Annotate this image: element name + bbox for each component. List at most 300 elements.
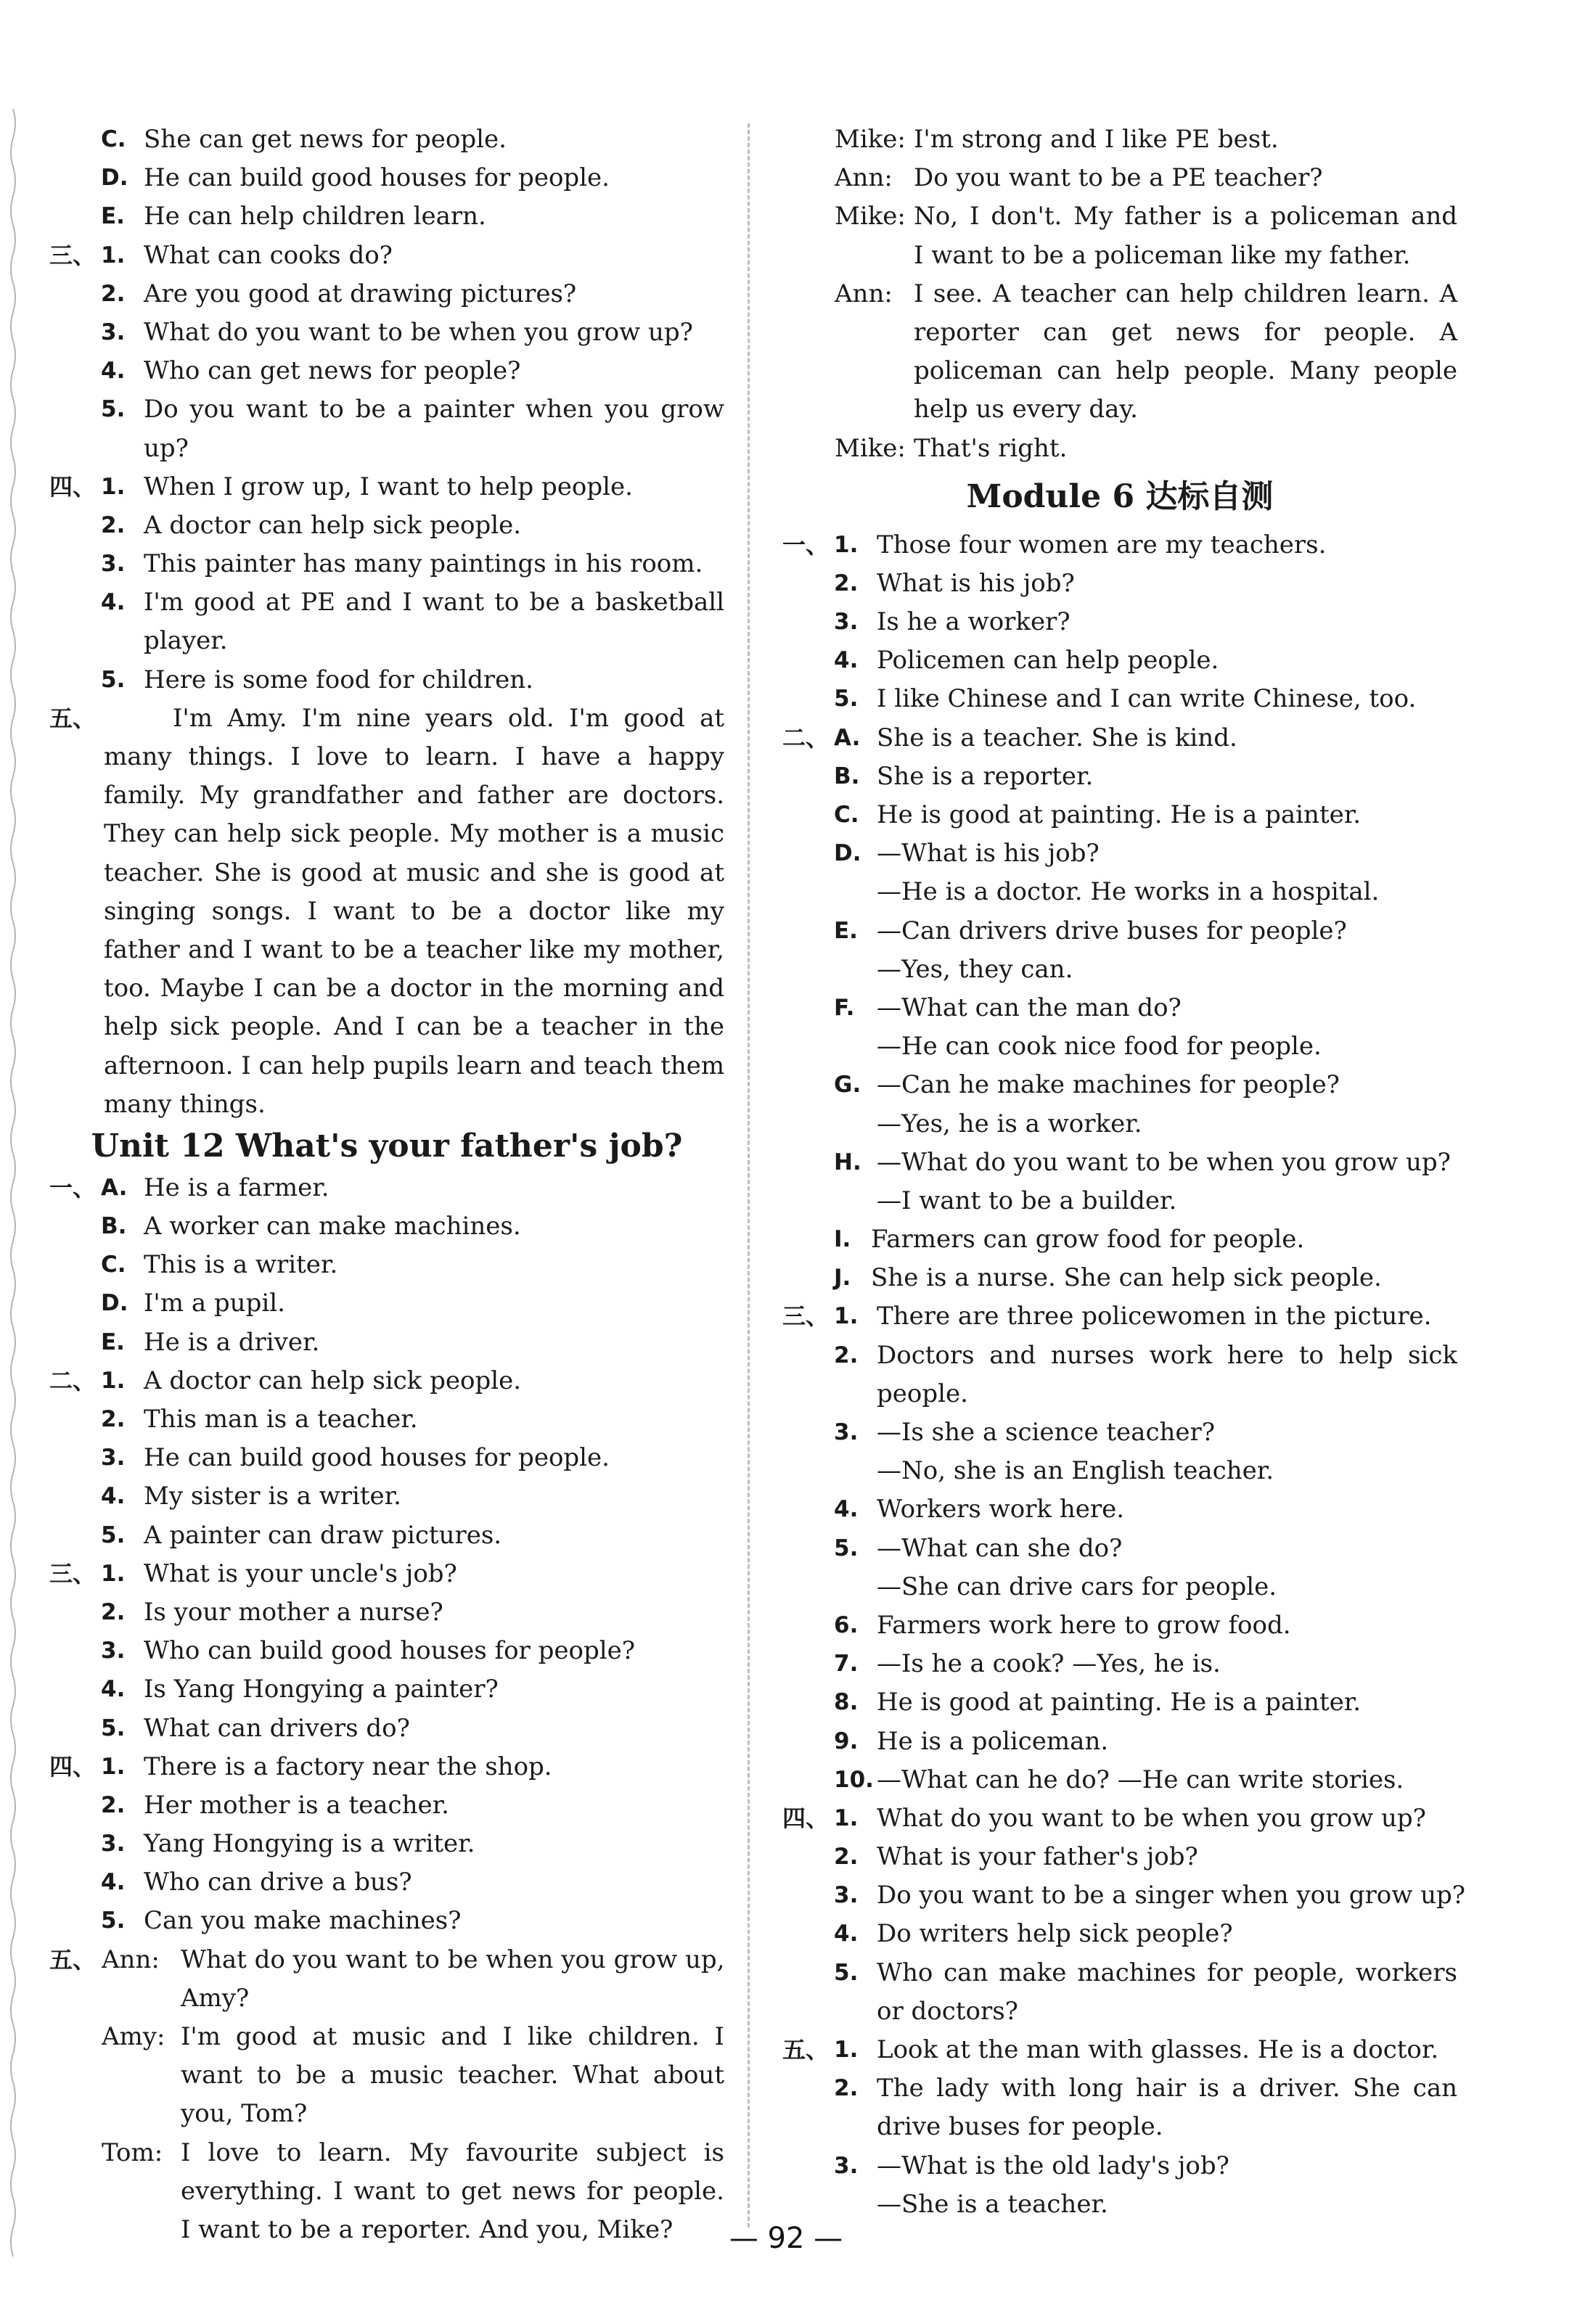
item-number: D.: [101, 165, 128, 192]
item-number: 1.: [101, 1367, 126, 1394]
dialog-line: [49, 2018, 724, 2056]
item-number: 2.: [101, 1791, 126, 1818]
item-number: 2.: [101, 1406, 126, 1432]
speaker-name: Amy:: [102, 2022, 165, 2051]
item-number: 1.: [834, 531, 859, 558]
item-number: 1.: [834, 1804, 859, 1831]
answer-line: [782, 950, 1457, 989]
answer-text: Who can drive a bus?: [144, 1868, 412, 1897]
item-number: 3.: [101, 1445, 126, 1471]
item-number: 7.: [834, 1651, 859, 1678]
item-number: 1.: [101, 473, 126, 500]
answer-text: Yang Hongying is a writer.: [144, 1829, 475, 1859]
item-number: 1.: [834, 1303, 859, 1330]
answer-text: When I grow up, I want to help people.: [144, 472, 633, 501]
answer-line: [49, 1085, 724, 1124]
answer-line: [782, 1838, 1457, 1876]
item-number: E.: [101, 1329, 125, 1355]
answer-text: He is a driver.: [144, 1327, 320, 1357]
answer-line: [782, 1530, 1457, 1568]
answer-text: —Yes, he is a worker.: [877, 1109, 1142, 1138]
page-footer: — 92 —: [729, 2222, 843, 2255]
answer-text: Who can make machines for people, workers: [877, 1958, 1457, 1987]
answer-line: [49, 583, 724, 622]
answer-text: or doctors?: [877, 1996, 1018, 2026]
answer-text: She is a teacher. She is kind.: [877, 723, 1237, 752]
item-number: 3.: [834, 1882, 859, 1909]
answer-line: [782, 564, 1457, 603]
answer-line: [782, 2185, 1457, 2224]
item-number: 3.: [834, 609, 859, 636]
answer-line: [49, 1786, 724, 1825]
answer-line: [782, 1105, 1457, 1143]
answer-text: I'm good at PE and I want to be a basketball: [144, 588, 724, 617]
answer-text: A doctor can help sick people.: [144, 1366, 522, 1395]
answer-line: [782, 1954, 1457, 1992]
answer-line: [782, 834, 1457, 873]
item-number: 1.: [101, 1560, 126, 1587]
answer-line: [782, 2108, 1457, 2146]
answer-line: [782, 526, 1457, 564]
dialog-text: reporter can get news for people. A: [914, 317, 1457, 347]
section-label: 三、: [49, 1559, 97, 1588]
answer-text: —Can drivers drive buses for people?: [877, 916, 1347, 945]
module-6-heading: Module 6 达标自测: [966, 477, 1274, 515]
answer-text: What can drivers do?: [144, 1713, 410, 1743]
item-number: 1.: [101, 1753, 126, 1780]
answer-line: [49, 1400, 724, 1439]
answer-text: She can get news for people.: [144, 125, 507, 154]
answer-text: Is your mother a nurse?: [144, 1597, 443, 1627]
item-number: 4.: [101, 1483, 126, 1510]
item-number: 2.: [101, 512, 126, 538]
answer-text: This man is a teacher.: [144, 1405, 418, 1434]
dialog-text: I want to be a policeman like my father.: [914, 240, 1411, 270]
item-number: J.: [834, 1265, 851, 1292]
item-number: 4.: [101, 358, 126, 385]
answer-text: He can build good houses for people.: [144, 163, 610, 193]
answer-text: Is Yang Hongying a painter?: [144, 1675, 499, 1704]
answer-line: [782, 2031, 1457, 2069]
answer-text: —What can she do?: [877, 1533, 1123, 1563]
answer-text: Her mother is a teacher.: [144, 1790, 449, 1820]
item-number: 5.: [834, 686, 859, 713]
item-number: 3.: [101, 551, 126, 578]
answer-line: [782, 1723, 1457, 1761]
item-number: 2.: [834, 1844, 859, 1871]
answer-text: What do you want to be when you grow up?: [144, 317, 693, 347]
item-number: 8.: [834, 1689, 859, 1716]
answer-line: [49, 699, 724, 738]
answer-line: [49, 815, 724, 853]
item-number: F.: [834, 994, 855, 1021]
answer-line: [782, 1220, 1457, 1259]
answer-line: [49, 622, 724, 660]
item-number: C.: [101, 1252, 126, 1278]
answer-line: [49, 661, 724, 699]
item-number: 3.: [834, 2152, 859, 2179]
item-number: 3.: [101, 1831, 126, 1857]
section-label: 五、: [49, 704, 97, 732]
item-number: 5.: [834, 1959, 859, 1986]
answer-line: [49, 1477, 724, 1516]
answer-text: —No, she is an English teacher.: [877, 1456, 1274, 1486]
dialog-text: No, I don't. My father is a policeman and: [914, 202, 1457, 231]
dialog-line: [49, 2134, 724, 2172]
answer-text: player.: [144, 626, 228, 656]
speaker-name: Mike:: [835, 125, 906, 154]
answer-text: —Is he a cook? —Yes, he is.: [877, 1649, 1221, 1679]
answer-text: Do you want to be a singer when you grow up?: [877, 1881, 1466, 1910]
item-number: 3.: [834, 1419, 859, 1445]
answer-text: What can cooks do?: [144, 240, 393, 270]
answer-line: [49, 854, 724, 892]
answer-line: [782, 989, 1457, 1027]
unit-12-heading: Unit 12 What's your father's job?: [91, 1127, 683, 1165]
dialog-text: want to be a music teacher. What about: [181, 2061, 724, 2090]
answer-text: —Can he make machines for people?: [877, 1070, 1340, 1100]
item-number: 4.: [834, 647, 859, 674]
dialog-text: Do you want to be a PE teacher?: [914, 163, 1323, 193]
answer-line: [782, 1915, 1457, 1953]
answer-line: [782, 1992, 1457, 2031]
answer-line: [782, 680, 1457, 718]
item-number: A.: [101, 1174, 128, 1201]
answer-text: —She can drive cars for people.: [877, 1572, 1277, 1601]
answer-text: —Is she a science teacher?: [877, 1418, 1215, 1447]
answer-text: She is a nurse. She can help sick people.: [871, 1263, 1382, 1293]
dialog-line: [49, 1941, 724, 1979]
passage-text: help sick people. And I can be a teacher in the: [104, 1012, 724, 1042]
answer-line: [49, 1362, 724, 1400]
answer-line: [782, 1259, 1457, 1297]
answer-text: Do you want to be a painter when you grow: [144, 395, 724, 424]
section-label: 二、: [782, 723, 830, 752]
dialog-text: I'm good at music and I like children. I: [181, 2022, 724, 2051]
item-number: 2.: [101, 280, 126, 307]
item-number: 9.: [834, 1728, 859, 1754]
answer-line: [49, 237, 724, 275]
answer-text: —What is the old lady's job?: [877, 2151, 1229, 2180]
answer-line: [49, 1555, 724, 1593]
answer-text: people.: [877, 1379, 968, 1408]
answer-line: [782, 1182, 1457, 1220]
answer-line: [49, 1902, 724, 1940]
dialog-line: [782, 390, 1457, 429]
answer-line: [49, 468, 724, 506]
section-label: 五、: [782, 2036, 830, 2064]
speaker-name: Mike:: [835, 202, 906, 231]
dialog-text: help us every day.: [914, 395, 1138, 424]
dialog-text: That's right.: [914, 433, 1068, 463]
dialog-line: [782, 430, 1457, 468]
item-number: G.: [834, 1072, 861, 1099]
answer-line: [49, 1632, 724, 1670]
item-number: 5.: [101, 396, 126, 423]
answer-line: [49, 1323, 724, 1362]
section-label: 三、: [782, 1302, 830, 1331]
dialog-line: [49, 2056, 724, 2095]
section-label: 三、: [49, 241, 97, 269]
answer-text: The lady with long hair is a driver. She can: [877, 2074, 1457, 2103]
answer-line: [782, 1297, 1457, 1336]
answer-line: [49, 313, 724, 352]
answer-text: Doctors and nurses work here to help sick: [877, 1340, 1457, 1370]
answer-text: —Yes, they can.: [877, 954, 1073, 984]
answer-line: [782, 2147, 1457, 2185]
answer-text: —What can the man do?: [877, 993, 1182, 1022]
answer-text: Is he a worker?: [877, 607, 1070, 637]
item-number: 4.: [101, 589, 126, 616]
section-label: 五、: [49, 1945, 97, 1974]
answer-line: [49, 1593, 724, 1632]
item-number: B.: [834, 763, 860, 789]
answer-line: [782, 1143, 1457, 1182]
answer-text: He can build good houses for people.: [144, 1443, 610, 1473]
answer-line: [782, 1799, 1457, 1838]
dialog-text: Amy?: [181, 1983, 250, 2013]
answer-line: [49, 197, 724, 236]
answer-line: [782, 1606, 1457, 1645]
answer-text: My sister is a writer.: [144, 1482, 401, 1511]
item-number: 1.: [834, 2037, 859, 2063]
answer-text: There are three policewomen in the picture.: [877, 1302, 1432, 1331]
answer-line: [782, 641, 1457, 680]
dialog-line: [782, 313, 1457, 352]
answer-text: —What is his job?: [877, 839, 1100, 869]
answer-text: Who can build good houses for people?: [144, 1636, 635, 1666]
answer-text: Who can get news for people?: [144, 356, 521, 386]
answer-line: [782, 1568, 1457, 1606]
item-number: C.: [834, 802, 859, 828]
answer-line: [49, 1516, 724, 1555]
answer-line: [782, 1336, 1457, 1375]
answer-line: [49, 1207, 724, 1246]
answer-line: [49, 1008, 724, 1046]
passage-text: afternoon. I can help pupils learn and teach them: [104, 1051, 725, 1080]
item-number: 1.: [101, 242, 126, 268]
answer-line: [49, 352, 724, 390]
item-number: D.: [834, 840, 861, 867]
item-number: 2.: [834, 2075, 859, 2102]
item-number: A.: [834, 724, 861, 751]
answer-text: A doctor can help sick people.: [144, 510, 522, 540]
answer-line: [782, 1645, 1457, 1683]
speaker-name: Ann:: [835, 279, 893, 308]
dialog-line: [782, 352, 1457, 390]
answer-text: A worker can make machines.: [144, 1212, 521, 1241]
answer-line: [49, 969, 724, 1008]
item-number: 2.: [834, 570, 859, 596]
answer-text: —What can he do? —He can write stories.: [877, 1765, 1404, 1794]
answer-text: Do writers help sick people?: [877, 1919, 1233, 1949]
answer-text: —I want to be a builder.: [877, 1186, 1177, 1215]
item-number: E.: [101, 203, 125, 230]
answer-text: Farmers can grow food for people.: [871, 1225, 1305, 1255]
dialog-line: [49, 2172, 724, 2211]
answer-text: I'm a pupil.: [144, 1289, 285, 1318]
item-number: 5.: [101, 1715, 126, 1741]
answer-text: I like Chinese and I can write Chinese, too.: [877, 684, 1417, 714]
section-label: 二、: [49, 1366, 97, 1395]
item-number: 2.: [101, 1598, 126, 1625]
section-label: 四、: [49, 1752, 97, 1781]
item-number: H.: [834, 1149, 861, 1175]
answer-line: [49, 545, 724, 583]
answer-line: [782, 2069, 1457, 2108]
passage-text: too. Maybe I can be a doctor in the morning and: [104, 974, 724, 1003]
speaker-name: Ann:: [835, 163, 893, 193]
column-divider: [748, 123, 750, 2227]
item-number: E.: [834, 917, 858, 944]
answer-text: Here is some food for children.: [144, 665, 533, 694]
dialog-text: policeman can help people. Many people: [914, 356, 1457, 386]
answer-line: [782, 796, 1457, 834]
answer-line: [782, 1452, 1457, 1490]
item-number: 5.: [101, 666, 126, 693]
speaker-name: Ann:: [102, 1945, 160, 1974]
answer-line: [782, 873, 1457, 911]
passage-text: father and I want to be a teacher like my mother,: [104, 935, 724, 964]
answer-text: Those four women are my teachers.: [877, 530, 1327, 559]
answer-line: [782, 912, 1457, 950]
answer-text: He is good at painting. He is a painter.: [877, 1688, 1362, 1717]
answer-text: up?: [144, 433, 189, 463]
dialog-text: I'm strong and I like PE best.: [914, 125, 1279, 154]
answer-text: Can you make machines?: [144, 1906, 462, 1936]
dialog-line: [782, 237, 1457, 275]
answer-text: Workers work here.: [877, 1495, 1125, 1524]
answer-line: [782, 1761, 1457, 1799]
dialog-text: everything. I want to get news for people.: [181, 2176, 724, 2206]
dialog-text: What do you want to be when you grow up,: [181, 1945, 725, 1974]
answer-line: [49, 931, 724, 969]
section-label: 四、: [782, 1804, 830, 1832]
page-number: 92: [767, 2222, 805, 2255]
dialog-line: [49, 2095, 724, 2133]
answer-text: This is a writer.: [144, 1250, 338, 1280]
answer-line: [49, 776, 724, 815]
answer-text: He is good at painting. He is a painter.: [877, 800, 1362, 829]
answer-line: [49, 1246, 724, 1284]
answer-line: [782, 1066, 1457, 1104]
answer-text: Are you good at drawing pictures?: [144, 279, 577, 308]
dialog-line: [782, 120, 1457, 159]
answer-text: —He is a doctor. He works in a hospital.: [877, 877, 1380, 907]
answer-line: [782, 1375, 1457, 1413]
answer-text: He is a farmer.: [144, 1173, 329, 1202]
passage-text: singing songs. I want to be a doctor like my: [104, 896, 724, 926]
answer-line: [49, 430, 724, 468]
item-number: B.: [101, 1213, 127, 1240]
item-number: C.: [101, 126, 126, 152]
passage-text: family. My grandfather and father are doctors.: [104, 781, 724, 810]
answer-text: —He can cook nice food for people.: [877, 1032, 1322, 1062]
answer-text: Look at the man with glasses. He is a doctor.: [877, 2035, 1439, 2064]
answer-line: [49, 1709, 724, 1748]
dialog-line: [782, 159, 1457, 197]
answer-line: [782, 757, 1457, 796]
answer-text: He is a policeman.: [877, 1726, 1109, 1756]
item-number: I.: [834, 1226, 851, 1253]
passage-text: many things. I love to learn. I have a happy: [104, 742, 724, 771]
item-number: 4.: [101, 1676, 126, 1703]
section-label: 一、: [49, 1173, 97, 1202]
answer-line: [49, 506, 724, 545]
answer-text: —What do you want to be when you grow up?: [877, 1147, 1451, 1177]
item-number: 2.: [834, 1342, 859, 1368]
answer-line: [49, 892, 724, 931]
answer-text: What is your father's job?: [877, 1842, 1198, 1872]
answer-line: [49, 390, 724, 429]
answer-text: What do you want to be when you grow up?: [877, 1803, 1426, 1833]
answer-line: [49, 1825, 724, 1863]
answer-line: [782, 1413, 1457, 1452]
answer-line: [49, 159, 724, 197]
item-number: 4.: [101, 1869, 126, 1896]
answer-text: This painter has many paintings in his room.: [144, 549, 703, 579]
answer-line: [49, 1047, 724, 1085]
answer-line: [782, 719, 1457, 757]
answer-text: She is a reporter.: [877, 761, 1094, 791]
answer-line: [782, 1876, 1466, 1915]
dialog-text: you, Tom?: [181, 2099, 308, 2129]
section-label: 四、: [49, 472, 97, 501]
dialog-line: [782, 275, 1457, 313]
answer-line: [49, 1863, 724, 1902]
answer-line: [49, 1748, 724, 1786]
item-number: 5.: [101, 1522, 126, 1548]
item-number: 6.: [834, 1611, 859, 1638]
answer-text: Policemen can help people.: [877, 646, 1219, 676]
passage-text: They can help sick people. My mother is a music: [104, 819, 724, 849]
answer-line: [49, 1169, 724, 1207]
answer-line: [782, 1027, 1457, 1066]
section-label: 一、: [782, 530, 830, 559]
right-column: [782, 120, 1466, 2224]
answer-line: [782, 1490, 1457, 1529]
passage-text: teacher. She is good at music and she is good at: [104, 858, 724, 887]
item-number: 5.: [834, 1535, 859, 1561]
dialog-text: I love to learn. My favourite subject is: [181, 2138, 724, 2167]
answer-text: A painter can draw pictures.: [144, 1520, 502, 1550]
item-number: 3.: [101, 319, 126, 345]
speaker-name: Mike:: [835, 433, 906, 463]
answer-text: drive buses for people.: [877, 2112, 1163, 2142]
dialog-text: I see. A teacher can help children learn. A: [914, 279, 1457, 308]
dialog-line: [782, 197, 1457, 236]
answer-text: There is a factory near the shop.: [144, 1752, 552, 1781]
item-number: 3.: [101, 1638, 126, 1664]
dialog-text: I want to be a reporter. And you, Mike?: [181, 2214, 674, 2244]
item-number: 4.: [834, 1496, 859, 1523]
binding-edge-decoration: [7, 109, 19, 2257]
item-number: D.: [101, 1290, 128, 1317]
answer-line: [49, 120, 724, 159]
dialog-line: [49, 1979, 724, 2018]
answer-text: What is your uncle's job?: [144, 1559, 457, 1588]
speaker-name: Tom:: [102, 2138, 163, 2167]
answer-line: [782, 1683, 1457, 1722]
item-number: 5.: [101, 1908, 126, 1934]
answer-text: —She is a teacher.: [877, 2189, 1108, 2219]
answer-text: What is his job?: [877, 568, 1075, 598]
left-column: [49, 120, 724, 2249]
answer-line: [49, 1284, 724, 1323]
answer-line: [782, 603, 1457, 641]
answer-text: He can help children learn.: [144, 202, 486, 231]
answer-line: [49, 1439, 724, 1477]
